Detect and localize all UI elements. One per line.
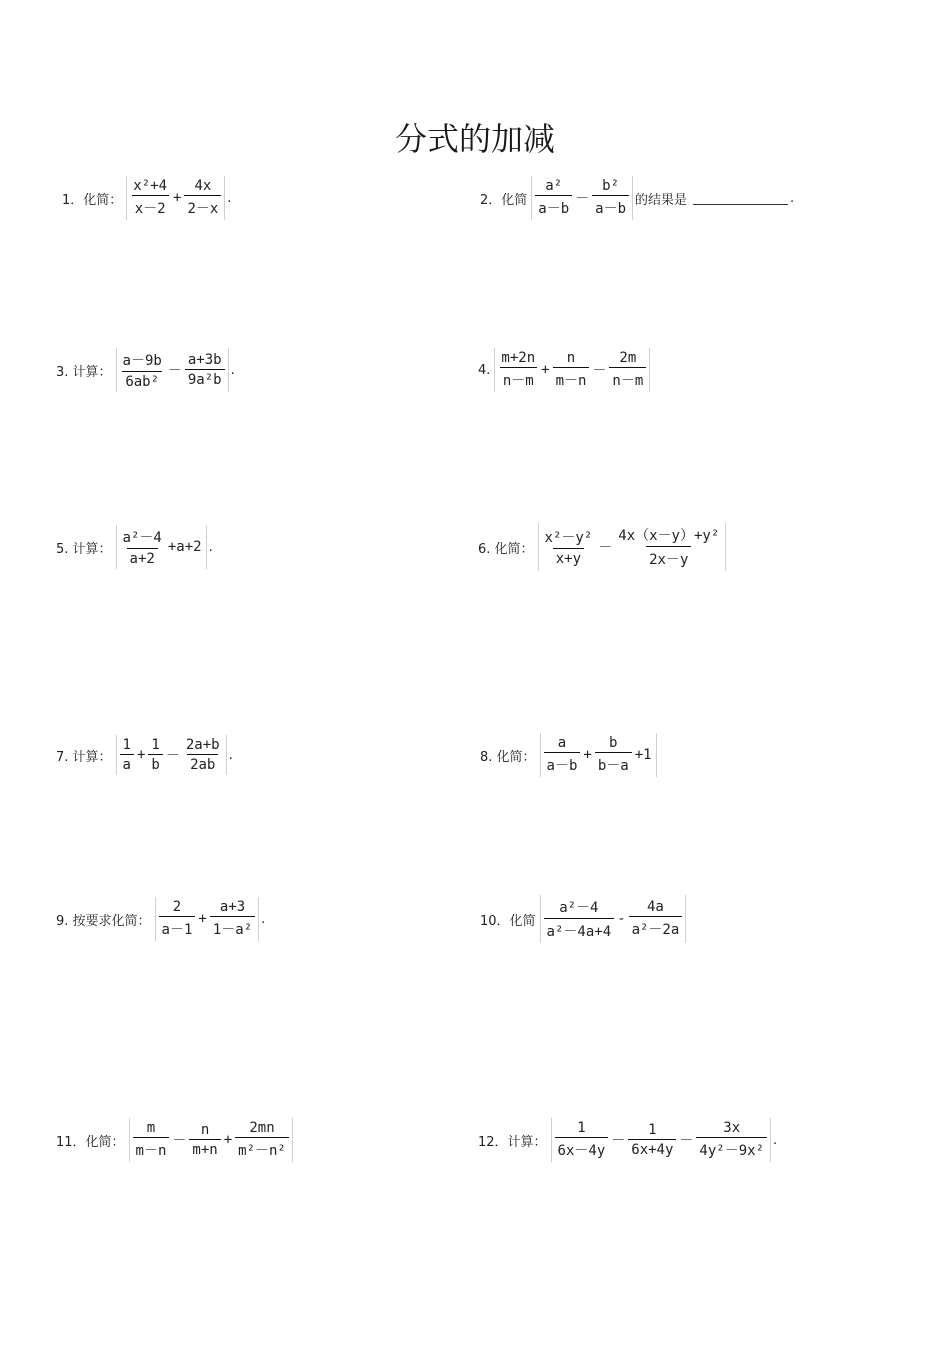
denominator: m²－n² <box>235 1137 289 1160</box>
fraction <box>498 350 538 390</box>
math-expression <box>494 348 650 392</box>
fraction <box>183 737 223 773</box>
denominator: 6ab² <box>122 371 162 390</box>
problem-label: 12．计算： <box>478 1134 547 1150</box>
problem-label: 5. 计算： <box>56 541 112 557</box>
numerator: b <box>609 735 618 751</box>
fraction <box>595 735 632 775</box>
fraction <box>159 899 196 939</box>
denominator: a－1 <box>159 916 196 939</box>
operator: － <box>167 363 182 379</box>
math-expression <box>126 176 225 220</box>
denominator: b <box>148 754 162 773</box>
operator: +a+2 <box>167 539 202 555</box>
denominator: 2－x <box>184 195 221 218</box>
numerator: m <box>146 1120 156 1136</box>
numerator: 2m <box>619 350 637 366</box>
page-title: 分式的加减 <box>394 120 555 158</box>
problem-label: 2．化简 <box>480 192 528 208</box>
operator: － <box>172 1133 187 1149</box>
numerator: a² <box>545 178 563 194</box>
math-expression <box>155 897 260 941</box>
fraction <box>544 735 581 775</box>
problem-label: 7. 计算： <box>56 749 112 765</box>
denominator: 1－a² <box>210 916 255 939</box>
math-expression <box>116 735 227 775</box>
fraction <box>185 352 225 388</box>
numerator: x²+4 <box>133 178 167 194</box>
denominator: a²－4a+4 <box>544 918 615 941</box>
blank-end: . <box>790 190 795 206</box>
fraction <box>609 350 646 390</box>
fraction <box>189 1122 220 1158</box>
numerator: a－9b <box>122 353 162 369</box>
problem-label: 1．化简： <box>62 192 123 208</box>
denominator: x－2 <box>132 195 169 218</box>
fraction <box>120 737 134 773</box>
problem-6 <box>478 523 726 571</box>
fraction <box>148 737 162 773</box>
fraction <box>628 1122 676 1158</box>
numerator: 1 <box>122 737 131 753</box>
operator: + <box>541 362 550 378</box>
numerator: a²－4 <box>559 900 599 916</box>
numerator: n <box>566 350 576 366</box>
problem-1 <box>62 176 231 220</box>
numerator: a <box>557 735 567 751</box>
fraction <box>210 899 255 939</box>
operator: － <box>165 748 180 764</box>
denominator: m+n <box>189 1139 220 1158</box>
denominator: a <box>120 754 134 773</box>
math-expression <box>116 525 207 569</box>
denominator: 2x－y <box>646 546 691 569</box>
problem-suffix: . <box>773 1132 778 1148</box>
problem-label: 3. 计算： <box>56 364 112 380</box>
operator: + <box>223 1132 233 1148</box>
math-expression <box>531 176 633 220</box>
numerator: a²－4 <box>122 530 162 546</box>
numerator: 1 <box>648 1122 657 1138</box>
math-expression <box>116 348 229 392</box>
problem-suffix: . <box>228 747 233 763</box>
numerator: 4a <box>646 899 664 915</box>
numerator: 4x（x－y）+y² <box>618 528 720 544</box>
denominator: a+2 <box>127 548 158 567</box>
fraction <box>235 1120 289 1160</box>
denominator: m－n <box>553 367 590 390</box>
denominator: x+y <box>553 548 584 567</box>
problem-12 <box>478 1118 777 1162</box>
fraction <box>535 178 572 218</box>
denominator: a－b <box>535 195 572 218</box>
math-expression <box>540 733 657 777</box>
numerator: b² <box>602 178 619 194</box>
numerator: x²－y² <box>544 530 593 546</box>
problem-suffix: . <box>261 911 266 927</box>
problem-label: 6. 化简： <box>478 541 534 557</box>
denominator: m－n <box>133 1137 170 1160</box>
operator: － <box>679 1133 694 1149</box>
problem-11 <box>56 1118 293 1162</box>
denominator: a－b <box>544 752 581 775</box>
fraction <box>629 899 683 939</box>
fraction <box>696 1120 767 1160</box>
denominator: a－b <box>592 195 629 218</box>
math-expression <box>538 523 727 571</box>
fraction <box>553 350 590 390</box>
problem-label: 8. 化简： <box>480 749 536 765</box>
denominator: n－m <box>609 367 646 390</box>
numerator: 1 <box>151 737 160 753</box>
problem-7 <box>56 735 233 775</box>
denominator: a²－2a <box>629 916 683 939</box>
math-expression <box>551 1118 771 1162</box>
fraction <box>133 1120 170 1160</box>
fraction <box>555 1120 609 1160</box>
operator: － <box>611 1133 626 1149</box>
denominator: b－a <box>595 752 632 775</box>
problem-label: 9. 按要求化简： <box>56 913 151 929</box>
problem-5 <box>56 525 213 569</box>
denominator: 6x+4y <box>628 1139 676 1158</box>
math-expression <box>129 1118 293 1162</box>
problem-label: 10．化简 <box>480 913 536 929</box>
operator: - <box>617 911 626 927</box>
operator: + <box>198 911 207 927</box>
operator: － <box>592 363 607 379</box>
fraction <box>184 178 221 218</box>
problem-4 <box>478 348 650 392</box>
denominator: 9a²b <box>185 369 225 388</box>
fraction <box>544 897 615 941</box>
operator: + <box>173 190 182 206</box>
math-expression <box>540 895 687 943</box>
problem-suffix: . <box>208 539 213 555</box>
fraction <box>120 527 165 567</box>
fraction <box>120 350 165 390</box>
problem-10 <box>480 895 686 943</box>
numerator: a+3b <box>187 352 222 368</box>
operator: + <box>583 747 592 763</box>
numerator: a+3 <box>219 899 246 915</box>
problem-3 <box>56 348 235 392</box>
operator: +1 <box>634 747 652 763</box>
operator: + <box>136 747 146 763</box>
numerator: 3x <box>723 1120 741 1136</box>
problem-suffix: . <box>227 190 232 206</box>
fraction <box>130 178 170 218</box>
fraction <box>542 527 596 567</box>
problem-label: 11．化简： <box>56 1134 125 1150</box>
problem-label: 4. <box>478 362 491 378</box>
problem-suffix: 的结果是 <box>635 192 688 208</box>
numerator: 4x <box>194 178 212 194</box>
numerator: m+2n <box>501 350 536 366</box>
answer-blank[interactable] <box>693 192 788 205</box>
denominator: n－m <box>500 367 537 390</box>
numerator: 1 <box>577 1120 586 1136</box>
numerator: 2a+b <box>185 737 220 753</box>
fraction <box>592 178 629 218</box>
fraction <box>615 525 722 569</box>
problem-2 <box>480 176 794 220</box>
denominator: 6x－4y <box>555 1137 609 1160</box>
denominator: 4y²－9x² <box>696 1137 767 1160</box>
numerator: 2 <box>172 899 182 915</box>
numerator: 2mn <box>249 1120 275 1136</box>
operator: － <box>598 540 613 556</box>
problem-suffix: . <box>230 362 235 378</box>
problem-9 <box>56 897 265 941</box>
numerator: n <box>200 1122 210 1138</box>
operator: － <box>575 191 590 207</box>
problem-8 <box>480 733 657 777</box>
denominator: 2ab <box>187 754 218 773</box>
